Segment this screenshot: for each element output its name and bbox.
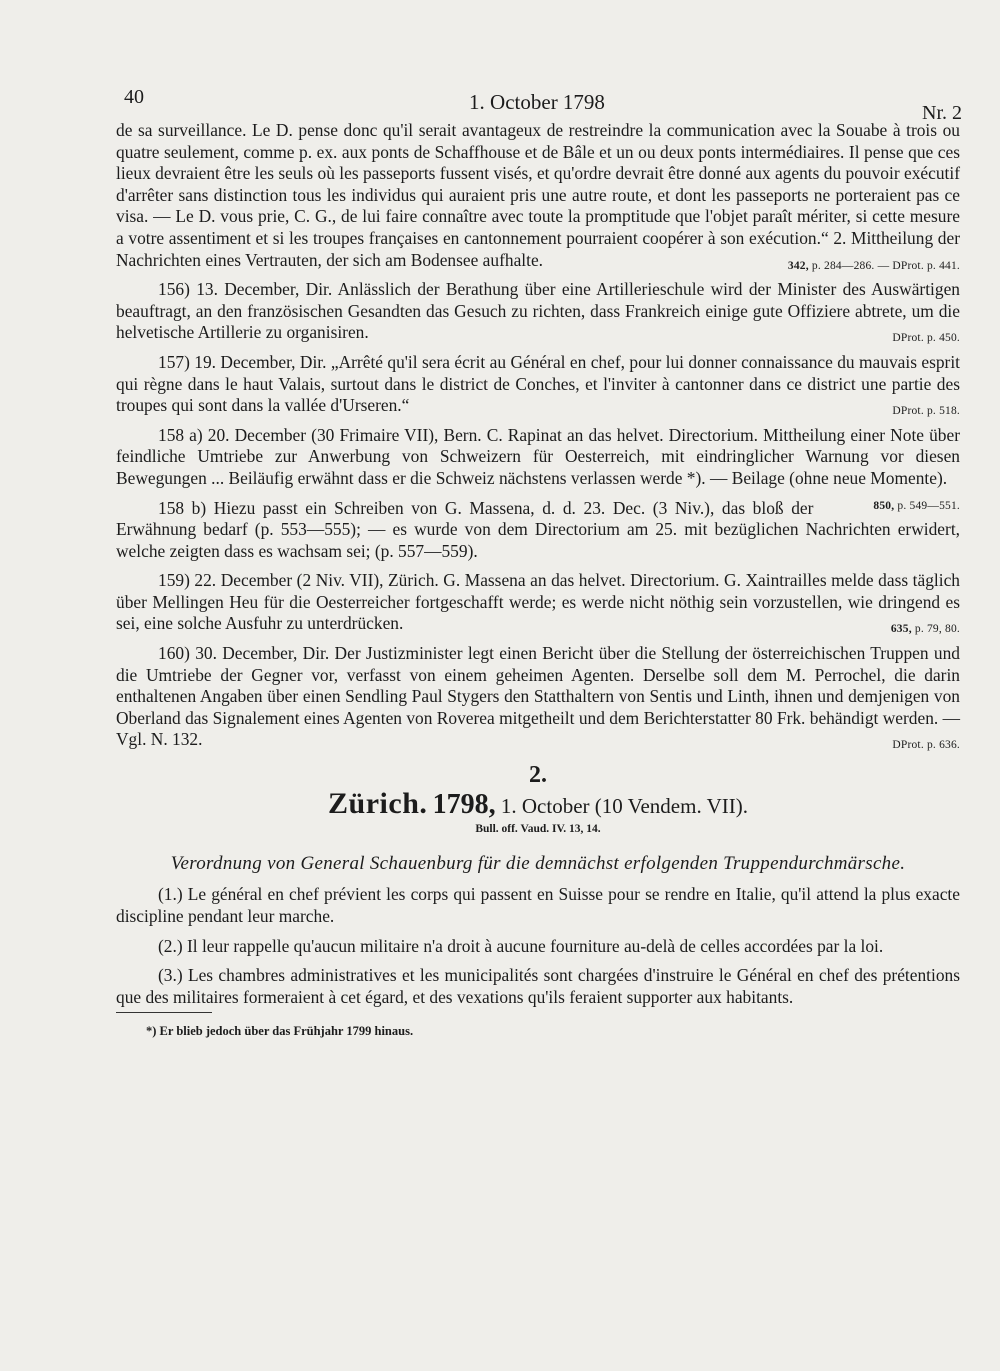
entry-158a (116, 424, 960, 512)
entry-156 (116, 279, 960, 344)
entry-text: 158 b) Hiezu passt ein Schreiben von G. Massena, d. d. 23. Dec. (3 Niv.), das bloß der Erwähnung bedarf (p. 553—555); — es wurde von dem Directorium am 25. mit bezüglichen Nachrichten erwidert, welche zeigten dass es wachsam sei; (p. 557—559). (116, 497, 960, 561)
footnote-rule (116, 1012, 212, 1013)
entry-157 (116, 352, 960, 417)
entry-text: 156) 13. December, Dir. Anlässlich der Berathung über eine Artillerieschule wird der Minister des Auswärtigen beauftragt, an den französischen Gesandten das Gesuch zu richten, dass Frankreich einige gute Offiziere abtrete, um die helvetische Artillerie zu organisiren. (116, 279, 960, 343)
entry-160 (116, 643, 960, 751)
running-head-date: 1. October 1798 (469, 90, 605, 114)
running-head-doc-number: Nr. 2 (922, 102, 962, 124)
page-number: 40 (124, 86, 144, 108)
entry-159 (116, 570, 960, 635)
document-heading (116, 786, 960, 820)
article-1: (1.) Le général en chef prévient les corps qui passent en Suisse pour se rendre en Italie, qu'il attend la plus exacte discipline pendant leur marche. (116, 884, 960, 926)
article-2: (2.) Il leur rappelle qu'aucun militaire n'a droit à aucune fourniture au-delà de celles accordées par la loi. (158, 935, 884, 956)
body-text (116, 120, 960, 1043)
document-title: Verordnung von General Schauenburg für die demnächst erfolgenden Truppendurchmärsche. (170, 852, 906, 874)
source-ref: 342, p. 284—286. — DProt. p. 441. (787, 259, 960, 272)
source-ref: 635, p. 79, 80. (890, 623, 960, 636)
entry-text: 157) 19. December, Dir. „Arrêté qu'il sera écrit au Général en chef, pour lui donner connaissance du mauvais esprit qui règne dans le haut Valais, surtout dans le district de Conches, et l'inviter à cantonner dans ce district une partie des troupes qui sont dans la vallée d'Urseren.“ (116, 351, 960, 416)
continuation-text: de sa surveillance. Le D. pense donc qu'il serait avantageux de restreindre la communication avec la Souabe à trois ou quatre seulement, comme p. ex. aux ponts de Schaffhouse et de Bâle et un ou deux ponts intermédiaires. Il pense que ces lieux devraient être les seuls où les passeports fussent visés, et qu'ordre devrait être donné aux agents du pouvoir exécutif d'arrêter sans distinction tous les individus qui auraient pris une autre route, et dont les passeports ne porteraient pas ce visa. — Le D. vous prie, C. G., de lui faire connaître avec toute la promptitude que l'objet paraît mériter, si cette mesure a votre assentiment et si les troupes françaises en cantonnement pourraient coopérer à son exécution.“ 2. Mittheilung der Nachrichten eines Vertrauten, der sich am Bodensee aufhalte. (116, 120, 960, 270)
document-source: Bull. off. Vaud. IV. 13, 14. (475, 823, 601, 836)
continuation-paragraph (116, 120, 960, 271)
source-ref: DProt. p. 636. (892, 739, 960, 752)
running-head (112, 86, 962, 124)
document-number: 2. (529, 762, 547, 789)
entry-text: 160) 30. December, Dir. Der Justizminister legt einen Bericht über die Stellung der österreichischen Truppen und die Umtriebe der Gegner vor, verfasst von einem geheimen Agenten. Derselbe soll dem M. Perrochel, die darin enthaltenen Angaben über einen Sendling Paul Stygers den Statthaltern von Sentis und Linth, ihnen und demjenigen von Oberland das Signalement eines Agenten von Roverea mitgetheilt und dem Berichterstatter 80 Frk. behändigt werden. — Vgl. N. 132. (116, 643, 960, 750)
article-3: (3.) Les chambres administratives et les municipalités sont chargées d'instruire le Général en chef des prétentions que des militaires formeraient à cet égard, et des vexations qu'ils feraient supporter aux habitants. (116, 965, 960, 1007)
entry-text: 159) 22. December (2 Niv. VII), Zürich. G. Massena an das helvet. Directorium. G. Xaintrailles melde dass täglich über Mellingen Heu für die Oesterreicher fortgeschafft werde; es werde nicht nöthig sein vorzustellen, wie dringend es sei, eine solche Ausfuhr zu unterdrücken. (116, 570, 960, 634)
document-year: 1798, (432, 788, 496, 820)
footnote: *) Er blieb jedoch über das Frühjahr 1799 hinaus. (146, 1024, 414, 1039)
entry-text: 158 a) 20. December (30 Frimaire VII), Bern. C. Rapinat an das helvet. Directorium. Mittheilung einer Note über feindliche Umtriebe zur Anwerbung von Schweizern für Oesterreich, mit eindringlicher Warnung vor diesen Bewegungen ... Beiläufig erwähnt dass er die Schweiz nächstens verlassen werde *). — Beilage (ohne neue Momente). (116, 424, 960, 488)
source-ref: DProt. p. 518. (892, 405, 960, 418)
source-ref: DProt. p. 450. (892, 332, 960, 345)
document-place: Zürich. (328, 786, 428, 820)
source-ref: 850, p. 549—551. (873, 499, 960, 512)
document-date: 1. October (10 Vendem. VII). (500, 793, 748, 818)
